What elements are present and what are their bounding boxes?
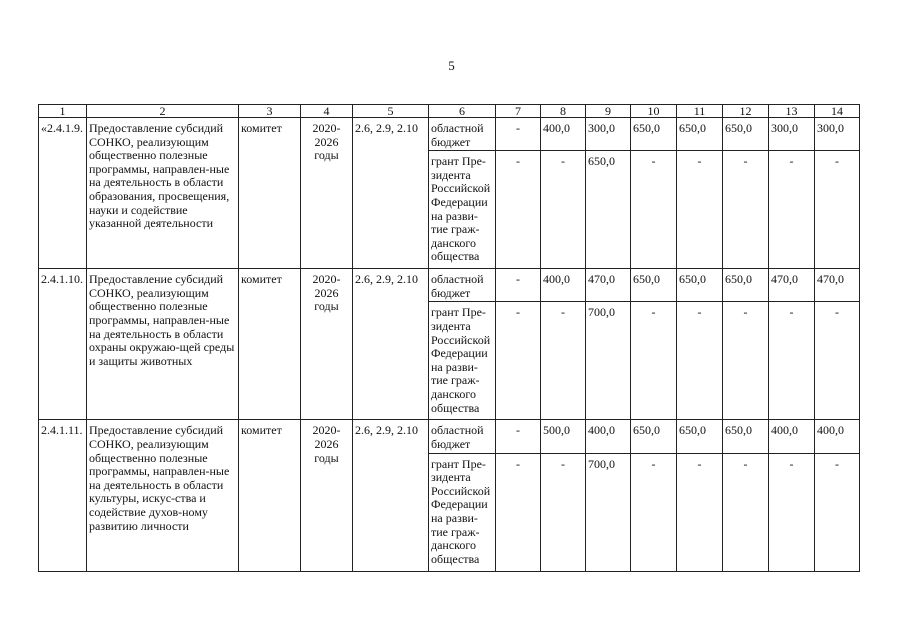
- funding-value: -: [541, 453, 586, 571]
- program-table: [38, 104, 860, 572]
- funding-value: 650,0: [723, 420, 769, 453]
- funding-source: грант Пре-зидента Российской Федерации на разви-тие граж-данского общества: [429, 302, 496, 420]
- item-number: 2.4.1.11.: [39, 420, 87, 571]
- funding-value: 650,0: [586, 151, 631, 269]
- funding-value: 400,0: [541, 269, 586, 302]
- funding-value: 650,0: [723, 269, 769, 302]
- funding-value: 400,0: [586, 420, 631, 453]
- funding-value: 650,0: [677, 420, 723, 453]
- column-number-row: [39, 105, 860, 118]
- table-row: [39, 269, 860, 302]
- item-period: 2020-2026 годы: [301, 420, 353, 571]
- funding-value: -: [496, 118, 541, 151]
- funding-value: -: [815, 453, 860, 571]
- funding-value: -: [677, 151, 723, 269]
- column-number: 12: [723, 105, 769, 118]
- item-executor: комитет: [239, 118, 301, 269]
- table-row: [39, 118, 860, 151]
- funding-value: -: [677, 453, 723, 571]
- funding-value: -: [631, 151, 677, 269]
- column-number: 10: [631, 105, 677, 118]
- page-number: 5: [448, 58, 455, 73]
- item-executor: комитет: [239, 420, 301, 571]
- funding-value: -: [541, 302, 586, 420]
- item-indicators: 2.6, 2.9, 2.10: [353, 420, 429, 571]
- funding-source: грант Пре-зидента Российской Федерации на разви-тие граж-данского общества: [429, 151, 496, 269]
- funding-value: 400,0: [815, 420, 860, 453]
- funding-value: 700,0: [586, 302, 631, 420]
- funding-value: 500,0: [541, 420, 586, 453]
- column-number: 7: [496, 105, 541, 118]
- item-period: 2020-2026 годы: [301, 269, 353, 420]
- funding-value: -: [677, 302, 723, 420]
- item-title: Предоставление субсидий СОНКО, реализующим общественно полезные программы, направлен-ные на деятельность в области образования, просвещения, науки и содействие указанной деятельности: [87, 118, 239, 269]
- funding-value: 650,0: [631, 269, 677, 302]
- funding-value: -: [723, 151, 769, 269]
- funding-value: -: [496, 151, 541, 269]
- funding-value: 650,0: [631, 420, 677, 453]
- funding-source: областной бюджет: [429, 420, 496, 453]
- funding-value: -: [815, 302, 860, 420]
- item-number: 2.4.1.10.: [39, 269, 87, 420]
- column-number: 2: [87, 105, 239, 118]
- funding-value: -: [496, 269, 541, 302]
- funding-value: -: [631, 302, 677, 420]
- funding-value: 400,0: [769, 420, 815, 453]
- funding-value: 650,0: [677, 118, 723, 151]
- column-number: 1: [39, 105, 87, 118]
- funding-value: 300,0: [586, 118, 631, 151]
- item-indicators: 2.6, 2.9, 2.10: [353, 118, 429, 269]
- funding-value: 470,0: [586, 269, 631, 302]
- item-title: Предоставление субсидий СОНКО, реализующим общественно полезные программы, направлен-ные на деятельность в области охраны окружаю-щей среды и защиты животных: [87, 269, 239, 420]
- funding-value: 470,0: [769, 269, 815, 302]
- funding-value: -: [815, 151, 860, 269]
- funding-value: -: [723, 302, 769, 420]
- funding-value: 470,0: [815, 269, 860, 302]
- funding-value: 300,0: [769, 118, 815, 151]
- column-number: 11: [677, 105, 723, 118]
- funding-value: -: [769, 453, 815, 571]
- funding-value: -: [496, 453, 541, 571]
- item-number: «2.4.1.9.: [39, 118, 87, 269]
- funding-value: 700,0: [586, 453, 631, 571]
- funding-value: -: [631, 453, 677, 571]
- table-row: [39, 420, 860, 453]
- funding-value: 400,0: [541, 118, 586, 151]
- funding-source: областной бюджет: [429, 269, 496, 302]
- item-period: 2020-2026 годы: [301, 118, 353, 269]
- column-number: 8: [541, 105, 586, 118]
- funding-value: 650,0: [631, 118, 677, 151]
- funding-value: -: [723, 453, 769, 571]
- column-number: 6: [429, 105, 496, 118]
- funding-source: грант Пре-зидента Российской Федерации на разви-тие граж-данского общества: [429, 453, 496, 571]
- column-number: 4: [301, 105, 353, 118]
- column-number: 9: [586, 105, 631, 118]
- column-number: 13: [769, 105, 815, 118]
- funding-value: 300,0: [815, 118, 860, 151]
- funding-value: 650,0: [723, 118, 769, 151]
- funding-value: -: [496, 302, 541, 420]
- column-number: 5: [353, 105, 429, 118]
- funding-value: -: [541, 151, 586, 269]
- funding-value: 650,0: [677, 269, 723, 302]
- item-executor: комитет: [239, 269, 301, 420]
- funding-value: -: [769, 302, 815, 420]
- funding-source: областной бюджет: [429, 118, 496, 151]
- item-title: Предоставление субсидий СОНКО, реализующим общественно полезные программы, направлен-ные на деятельность в области культуры, искус-ства и содействие духов-ному развитию личности: [87, 420, 239, 571]
- funding-value: -: [769, 151, 815, 269]
- item-indicators: 2.6, 2.9, 2.10: [353, 269, 429, 420]
- column-number: 3: [239, 105, 301, 118]
- column-number: 14: [815, 105, 860, 118]
- funding-value: -: [496, 420, 541, 453]
